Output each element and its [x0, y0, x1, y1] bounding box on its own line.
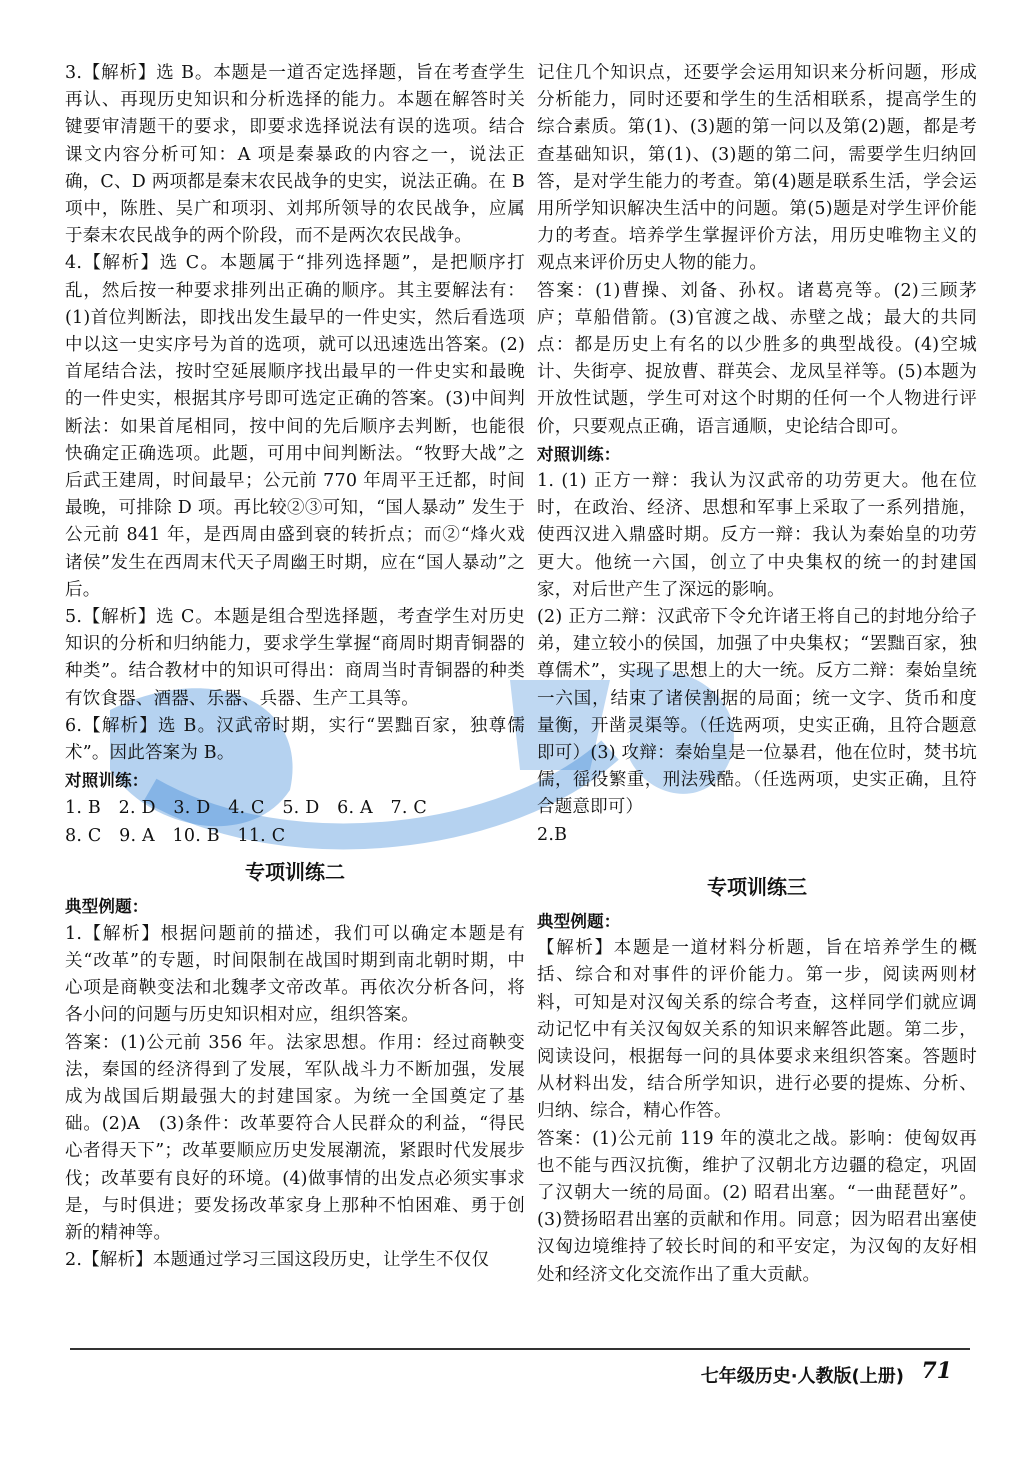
section-title-3: 专项训练三: [707, 874, 807, 899]
paragraph-s2-analysis-2-cont: 记住几个知识点，还要学会运用知识来分析问题，形成分析能力，同时还要和学生的生活相联系，提高学生的综合素质。第(1)、(3)题的第一问以及第(2)题，都是考查基础知识，第(1)、(3)题的第二问，需要学生归纳回答，是对学生能力的考查。第(4)题是联系生活，学会运用所学知识解决生活中的问题。第(5)题是对学生评价能力的考查。培养学生掌握评价方法，用历史唯物主义的观点来评价历史人物的能力。: [537, 63, 977, 274]
paragraph-s3-answer: 答案：(1)公元前 119 年的漠北之战。影响：使匈奴再也不能与西汉抗衡，维护了汉朝北方边疆的稳定，巩固了汉朝大一统的局面。(2) 昭君出塞。“一曲琵琶好”。(3)赞扬昭君出塞的贡献和作用。同意；因为昭君出塞使汉匈边境维持了较长时间的和平安定，为汉匈的友好相处和经济文化交流作出了重大贡献。: [537, 1128, 977, 1285]
page-number: 71: [921, 1358, 952, 1384]
training-label: 对照训练：: [65, 771, 149, 791]
paragraph-s2-analysis-1: 1.【解析】根据问题前的描述，我们可以确定本题是有关“改革”的专题，时间限制在战国时期到南北朝时期，中心项是商鞅变法和北魏孝文帝改革。再依次分析各问，将各小问的问题与历史知识相对应，组织答案。: [65, 923, 525, 1026]
paragraph-analysis-6: 6.【解析】选 B。汉武帝时期，实行“罢黜百家，独尊儒术”。因此答案为 B。: [65, 715, 525, 764]
training-label-right: 对照训练：: [537, 444, 621, 464]
answers-line-1: 1. B 2. D 3. D 4. C 5. D 6. A 7. C: [65, 798, 427, 819]
right-column: [537, 60, 977, 1289]
paragraph-training-2: (2) 正方二辩：汉武帝下令允许诸王将自己的封地分给子弟，建立较小的侯国，加强了中央集权；“罢黜百家，独尊儒术”，实现了思想上的大一统。反方二辩：秦始皇统一六国，结束了诸侯割据的局面；统一文字、货币和度量衡，开凿灵渠等。（任选两项，史实正确，且符合题意即可）(3) 攻辩：秦始皇是一位暴君，他在位时，焚书坑儒，徭役繁重，刑法残酷。（任选两项，史实正确，且符合题意即可）: [537, 607, 977, 818]
paragraph-analysis-4: 4.【解析】选 C。本题属于“排列选择题”，是把顺序打乱，然后按一种要求排列出正确的顺序。其主要解法有：(1)首位判断法，即找出发生最早的一件史实，然后看选项中以这一史实序号为首的选项，就可以迅速选出答案。(2)首尾结合法，按时空延展顺序找出最早的一件史实和最晚的一件史实，根据其序号即可选定正确的答案。(3)中间判断法：如果首尾相同，按中间的先后顺序去判断，也能很快确定正确选项。此题，可用中间判断法。“牧野大战”之后武王建周，时间最早；公元前 770 年周平王迁都，时间最晚，可排除 D 项。再比较②③可知，“国人暴动” 发生于公元前 841 年，是西周由盛到衰的转折点；而②“烽火戏诸侯”发生在西周末代天子周幽王时期，应在“国人暴动”之后。: [65, 253, 525, 600]
paragraph-s2-answer-2: 答案：(1)曹操、刘备、孙权。诸葛亮等。(2)三顾茅庐；草船借箭。(3)官渡之战、赤壁之战；最大的共同点：都是历史上有名的以少胜多的典型战役。(4)空城计、失街亭、捉放曹、群英会、龙凤呈祥等。(5)本题为开放性试题，学生可对这个时期的任何一个人物进行评价，只要观点正确，语言通顺，史论结合即可。: [537, 280, 977, 437]
footer-divider: [70, 1348, 970, 1350]
left-column: [65, 60, 525, 1274]
paragraph-s2-analysis-2: 2.【解析】本题通过学习三国这段历史，让学生不仅仅: [65, 1250, 490, 1271]
paragraph-analysis-5: 5.【解析】选 C。本题是组合型选择题，考查学生对历史知识的分析和归纳能力，要求学生掌握“商周时期青铜器的种类”。结合教材中的知识可得出：商周当时青铜器的种类有饮食器、酒器、乐器、兵器、生产工具等。: [65, 607, 525, 709]
section-title-2: 专项训练二: [245, 860, 345, 885]
paragraph-s2-answer-1: 答案：(1)公元前 356 年。法家思想。作用：经过商鞅变法，秦国的经济得到了发展，军队战斗力不断加强，发展成为战国后期最强大的封建国家。为统一全国奠定了基础。(2)A (3)条件：改革要符合人民群众的利益，“得民心者得天下”；改革要顺应历史发展潮流，紧跟时代发展步伐；改革要有良好的环境。(4)做事情的出发点必须实事求是，与时俱进；要发扬改革家身上那种不怕困难、勇于创新的精神等。: [65, 1032, 525, 1243]
paragraph-analysis-3: 3.【解析】选 B。本题是一道否定选择题，旨在考查学生再认、再现历史知识和分析选择的能力。本题在解答时关键要审清题干的要求，即要求选择说法有误的选项。结合课文内容分析可知：A 项是秦暴政的内容之一，说法正确，C、D 两项都是秦末农民战争的史实，说法正确。在 B 项中，陈胜、吴广和项羽、刘邦所领导的农民战争，应属于秦末农民战争的两个阶段，而不是两次农民战争。: [65, 63, 525, 247]
example-label: 典型例题：: [65, 897, 149, 917]
paragraph-training-3: 2.B: [537, 824, 568, 845]
paragraph-s3-analysis: 【解析】本题是一道材料分析题，旨在培养学生的概括、综合和对事件的评价能力。第一步，阅读两则材料，可知是对汉匈关系的综合考查，这样同学们就应调动记忆中有关汉匈奴关系的知识来解答此题。第二步，阅读设问，根据每一问的具体要求来组织答案。答题时从材料出发，结合所学知识，进行必要的提炼、分析、归纳、综合，精心作答。: [537, 938, 977, 1122]
paragraph-training-1: 1. (1) 正方一辩：我认为汉武帝的功劳更大。他在位时，在政治、经济、思想和军事上采取了一系列措施，使西汉进入鼎盛时期。反方一辩：我认为秦始皇的功劳更大。他统一六国，创立了中央集权的统一的封建国家，对后世产生了深远的影响。: [537, 471, 977, 600]
answers-line-2: 8. C 9. A 10. B 11. C: [65, 826, 286, 847]
footer-book-title: 七年级历史·人教版(上册): [700, 1366, 904, 1387]
example-label-right: 典型例题：: [537, 911, 621, 931]
